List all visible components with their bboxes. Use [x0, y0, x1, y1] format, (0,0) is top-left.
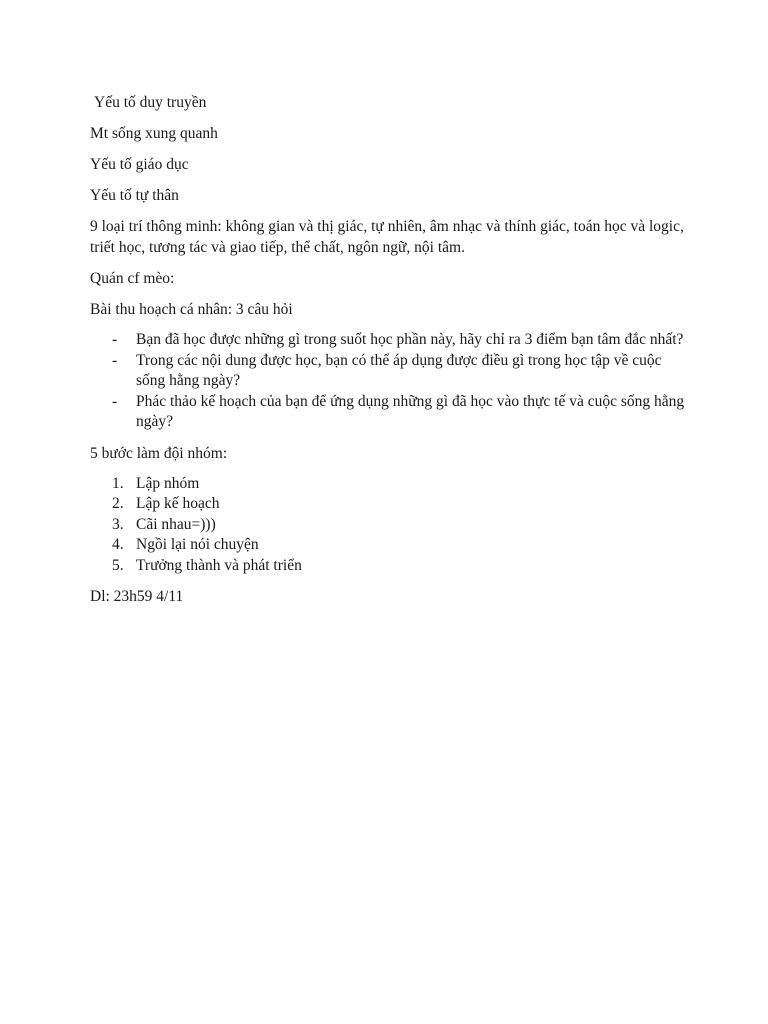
text-team-steps-heading: 5 bước làm đội nhóm:: [90, 444, 228, 462]
text-personal-assignment: Bài thu hoạch cá nhân: 3 câu hỏi: [90, 301, 293, 318]
list-item: [90, 535, 690, 556]
dash-marker: -: [112, 331, 118, 348]
step-text: Lập kế hoạch: [136, 495, 220, 512]
question-text: Bạn đã học được những gì trong suốt học phần này, hãy chỉ ra 3 điểm bạn tâm đắc nhất?: [136, 331, 684, 348]
steps-list: [90, 474, 690, 577]
list-item: [90, 515, 690, 536]
text-self-factor: Yếu tố tự thân: [90, 187, 179, 204]
list-item: [90, 330, 690, 351]
list-item: [90, 351, 690, 392]
question-text: Phác thảo kế hoạch của bạn để ứng dụng những gì đã học vào thực tế và cuộc sống hằng ngày?: [136, 392, 685, 430]
step-number: 1.: [112, 474, 124, 492]
heading-genetic-factor: Yếu tố duy truyền: [94, 94, 207, 111]
list-item: [90, 494, 690, 515]
question-text: Trong các nội dung được học, bạn có thể áp dụng được điều gì trong học tập về cuộc sống hằng ngày?: [136, 351, 662, 389]
step-number: 2.: [112, 495, 124, 512]
list-item: [90, 392, 690, 433]
step-number: 5.: [112, 556, 124, 574]
step-text: Lập nhóm: [136, 474, 200, 492]
dash-marker: -: [112, 392, 118, 410]
step-text: Cãi nhau=))): [136, 515, 216, 533]
list-item: [90, 556, 690, 577]
step-text: Ngồi lại nói chuyện: [136, 536, 259, 553]
text-intelligences: 9 loại trí thông minh: không gian và thị giác, tự nhiên, âm nhạc và thính giác, toán học và logic, triết học, tương tác và giao tiếp, thể chất, ngôn ngữ, nội tâm.: [90, 218, 684, 256]
text-cat-cafe: Quán cf mèo:: [90, 270, 175, 287]
text-environment: Mt sống xung quanh: [90, 125, 218, 142]
dash-marker: -: [112, 351, 118, 369]
step-number: 3.: [112, 515, 124, 533]
document-page: [90, 92, 690, 617]
question-list: [90, 330, 690, 433]
step-number: 4.: [112, 536, 124, 553]
text-education-factor: Yếu tố giáo dục: [90, 156, 189, 173]
step-text: Trưởng thành và phát triển: [136, 556, 302, 574]
text-deadline: Dl: 23h59 4/11: [90, 588, 184, 605]
list-item: [90, 474, 690, 495]
